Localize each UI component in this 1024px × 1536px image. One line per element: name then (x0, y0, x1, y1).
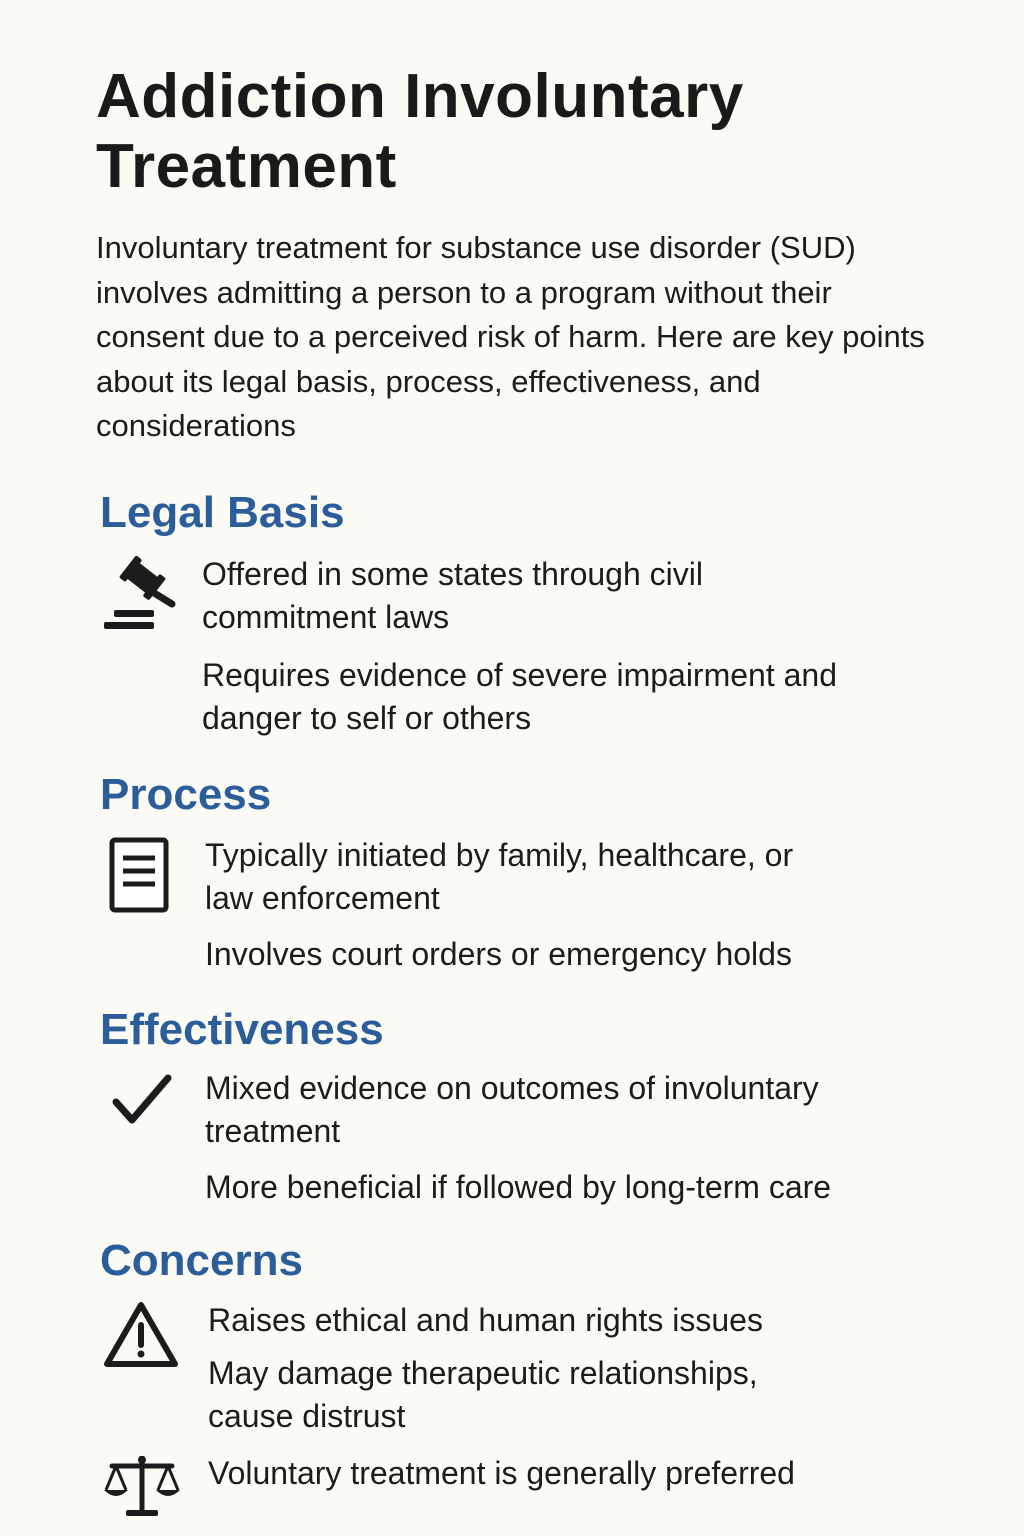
warning-icon (102, 1300, 180, 1370)
concerns-item-1: Raises ethical and human rights issues (208, 1302, 763, 1338)
intro-paragraph: Involuntary treatment for substance use disorder (SUD) involves admitting a person to a program without their consent due to a perceived risk of harm. Here are key points about its legal basis, process, effectiveness, and considerations (96, 230, 925, 443)
legal-basis-item-1: Offered in some states through civil commitment laws (202, 556, 703, 635)
page-title: Addiction Involuntary Treatment (96, 62, 744, 201)
section-heading-concerns: Concerns (100, 1236, 303, 1285)
effectiveness-item-2: More beneficial if followed by long-term care (205, 1169, 832, 1205)
concerns-item-2: May damage therapeutic relationships, cause distrust (208, 1355, 758, 1434)
process-item-2: Involves court orders or emergency holds (205, 936, 792, 972)
gavel-icon (100, 552, 180, 632)
process-item-1: Typically initiated by family, healthcare, or law enforcement (205, 837, 794, 916)
section-heading-effectiveness: Effectiveness (100, 1005, 384, 1054)
checkmark-icon (110, 1072, 174, 1128)
section-heading-legal-basis: Legal Basis (100, 488, 345, 537)
document-icon (108, 836, 172, 916)
section-heading-process: Process (100, 770, 272, 819)
concerns-item-3: Voluntary treatment is generally preferred (208, 1455, 795, 1491)
scales-icon (102, 1452, 182, 1520)
effectiveness-item-1: Mixed evidence on outcomes of involuntary treatment (205, 1070, 819, 1149)
legal-basis-item-2: Requires evidence of severe impairment and danger to self or others (202, 657, 837, 736)
